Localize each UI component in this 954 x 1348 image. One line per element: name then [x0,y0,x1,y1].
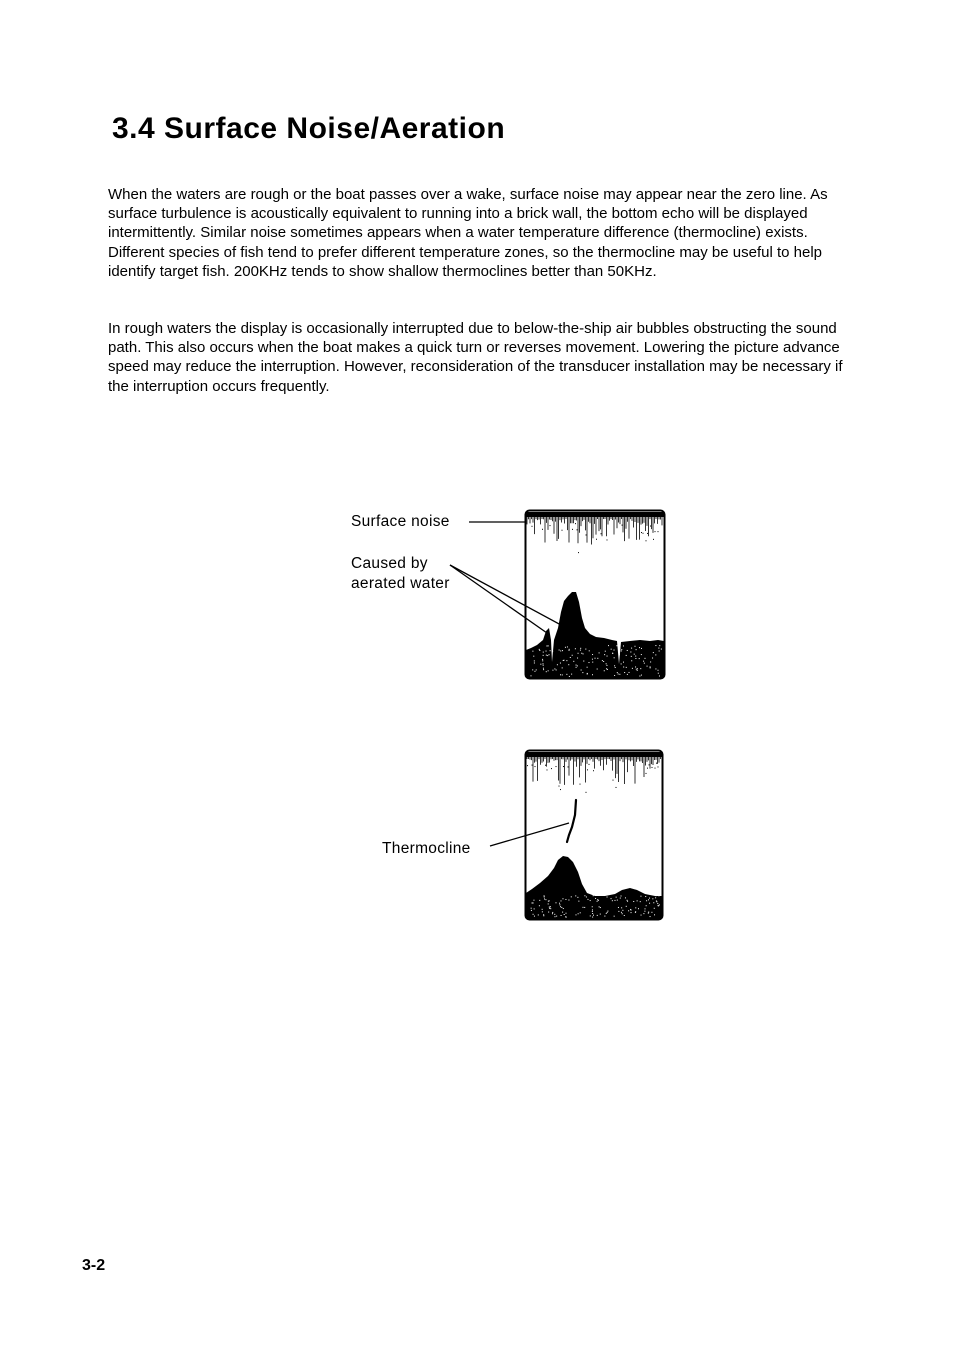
label-surface-noise: Surface noise [351,513,450,530]
label-thermocline: Thermocline [382,840,471,857]
page-title: 3.4 Surface Noise/Aeration [112,112,506,145]
label-aerated-line-2: aerated water [351,575,450,592]
zero-line [526,512,664,517]
echogram-thermocline [490,751,663,920]
zero-line [526,752,662,757]
echogram-aeration [450,511,665,679]
paragraph-rough-waters: In rough waters the display is occasionally interrupted due to below-the-ship air bubbles obstructing the sound path. This also occurs when the boat makes a quick turn or reverses movement. Lowering the picture advance speed may reduce the interruption. However, reconsideration of the transducer installation may be necessary if the interruption occurs frequently. [108,320,843,395]
paragraph-surface-noise: When the waters are rough or the boat passes over a wake, surface noise may appear near the zero line. As surface turbulence is acoustically equivalent to running into a brick wall, the bottom echo will be displayed intermittently. Similar noise sometimes appears when a water temperature difference (thermocline) exists. Different species of fish tend to prefer different temperature zones, so the thermocline may be useful to help identify target fish. 200KHz tends to show shallow thermoclines better than 50KHz. [108,186,828,280]
page-number: 3-2 [82,1257,106,1274]
label-aerated-line-1: Caused by [351,555,428,572]
label-aerated-water [351,554,450,594]
